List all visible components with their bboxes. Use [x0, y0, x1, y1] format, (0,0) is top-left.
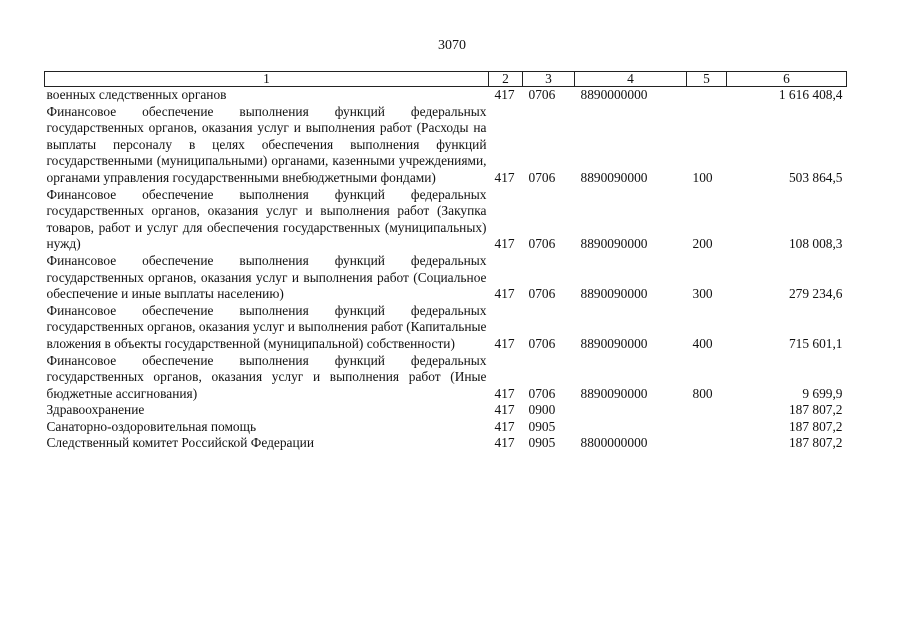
row-col3: 0706 [528, 87, 556, 102]
table-body [45, 87, 847, 453]
row-col4 [575, 419, 687, 436]
row-amount: 187 807,2 [788, 435, 843, 451]
row-col2: 417 [494, 87, 515, 102]
budget-table [44, 71, 847, 452]
table-row [45, 303, 847, 353]
row-amount: 187 807,2 [788, 402, 843, 418]
row-col5 [687, 402, 727, 419]
row-col2: 417 [494, 335, 515, 351]
header-col-4: 4 [575, 72, 687, 87]
row-col3: 0905 [528, 418, 556, 434]
row-col3: 0900 [528, 402, 556, 418]
row-col2: 417 [494, 418, 515, 434]
row-description: Здравоохранение [46, 402, 145, 418]
row-col5 [687, 419, 727, 436]
row-description: военных следственных органов [46, 87, 227, 102]
row-col2: 417 [494, 402, 515, 418]
row-col2: 417 [494, 435, 515, 451]
header-col-6: 6 [727, 72, 847, 87]
table-row [45, 104, 847, 187]
row-col5: 400 [692, 335, 713, 351]
row-amount: 279 234,6 [788, 286, 843, 302]
table-row [45, 419, 847, 436]
row-col4: 8800000000 [580, 435, 648, 451]
header-col-2: 2 [489, 72, 523, 87]
row-col4: 8890000000 [580, 87, 648, 102]
row-col2: 417 [494, 286, 515, 302]
row-description: Финансовое обеспечение выполнения функций федеральных государственных органов, оказания услуг и выполнения работ (Социальное обеспечение и иные выплаты населению) [46, 252, 487, 302]
header-col-1: 1 [45, 72, 489, 87]
row-description: Финансовое обеспечение выполнения функций федеральных государственных органов, оказания услуг и выполнения работ (Иные бюджетные ассигнования) [46, 352, 487, 401]
table-header [45, 72, 847, 87]
table-row [45, 353, 847, 403]
row-col3: 0706 [528, 385, 556, 401]
row-col2: 417 [494, 236, 515, 252]
row-col5: 300 [692, 286, 713, 302]
row-col2: 417 [494, 385, 515, 401]
row-description: Финансовое обеспечение выполнения функций федеральных государственных органов, оказания услуг и выполнения работ (Расходы на выплаты персоналу в целях обеспечения выполнения функций государственными (муниципальными) органами, казенными учреждениями, органами управления государственными внебюджетными фондами) [46, 103, 487, 185]
row-col3: 0706 [528, 335, 556, 351]
row-col2: 417 [494, 169, 515, 185]
table-row [45, 435, 847, 452]
row-col4: 8890090000 [580, 385, 648, 401]
row-col5: 800 [692, 385, 713, 401]
table-row [45, 402, 847, 419]
row-col4: 8890090000 [580, 169, 648, 185]
table-row [45, 187, 847, 253]
row-col3: 0706 [528, 286, 556, 302]
row-amount: 1 616 408,4 [778, 87, 843, 102]
row-amount: 9 699,9 [802, 385, 843, 401]
header-col-5: 5 [687, 72, 727, 87]
row-description: Финансовое обеспечение выполнения функций федеральных государственных органов, оказания услуг и выполнения работ (Капитальные вложения в объекты государственной (муниципальной) собственности) [46, 302, 487, 351]
row-amount: 187 807,2 [788, 418, 843, 434]
row-description: Санаторно-оздоровительная помощь [46, 418, 257, 434]
row-amount: 715 601,1 [788, 335, 843, 351]
table-row [45, 87, 847, 104]
row-col5 [687, 87, 727, 104]
table-row [45, 253, 847, 303]
row-description: Следственный комитет Российской Федерации [46, 435, 314, 451]
header-col-3: 3 [523, 72, 575, 87]
row-amount: 503 864,5 [788, 169, 843, 185]
row-col3: 0706 [528, 236, 556, 252]
row-col4: 8890090000 [580, 236, 648, 252]
row-col4: 8890090000 [580, 335, 648, 351]
row-col5: 100 [692, 169, 713, 185]
row-col4: 8890090000 [580, 286, 648, 302]
row-col5 [687, 435, 727, 452]
row-amount: 108 008,3 [788, 236, 843, 252]
row-col3: 0706 [528, 169, 556, 185]
row-col4 [575, 402, 687, 419]
row-col3: 0905 [528, 435, 556, 451]
row-col5: 200 [692, 236, 713, 252]
page-number: 3070 [438, 38, 466, 53]
row-description: Финансовое обеспечение выполнения функций федеральных государственных органов, оказания услуг и выполнения работ (Закупка товаров, работ и услуг для обеспечения государственных (муниципальных) нужд) [46, 186, 487, 252]
